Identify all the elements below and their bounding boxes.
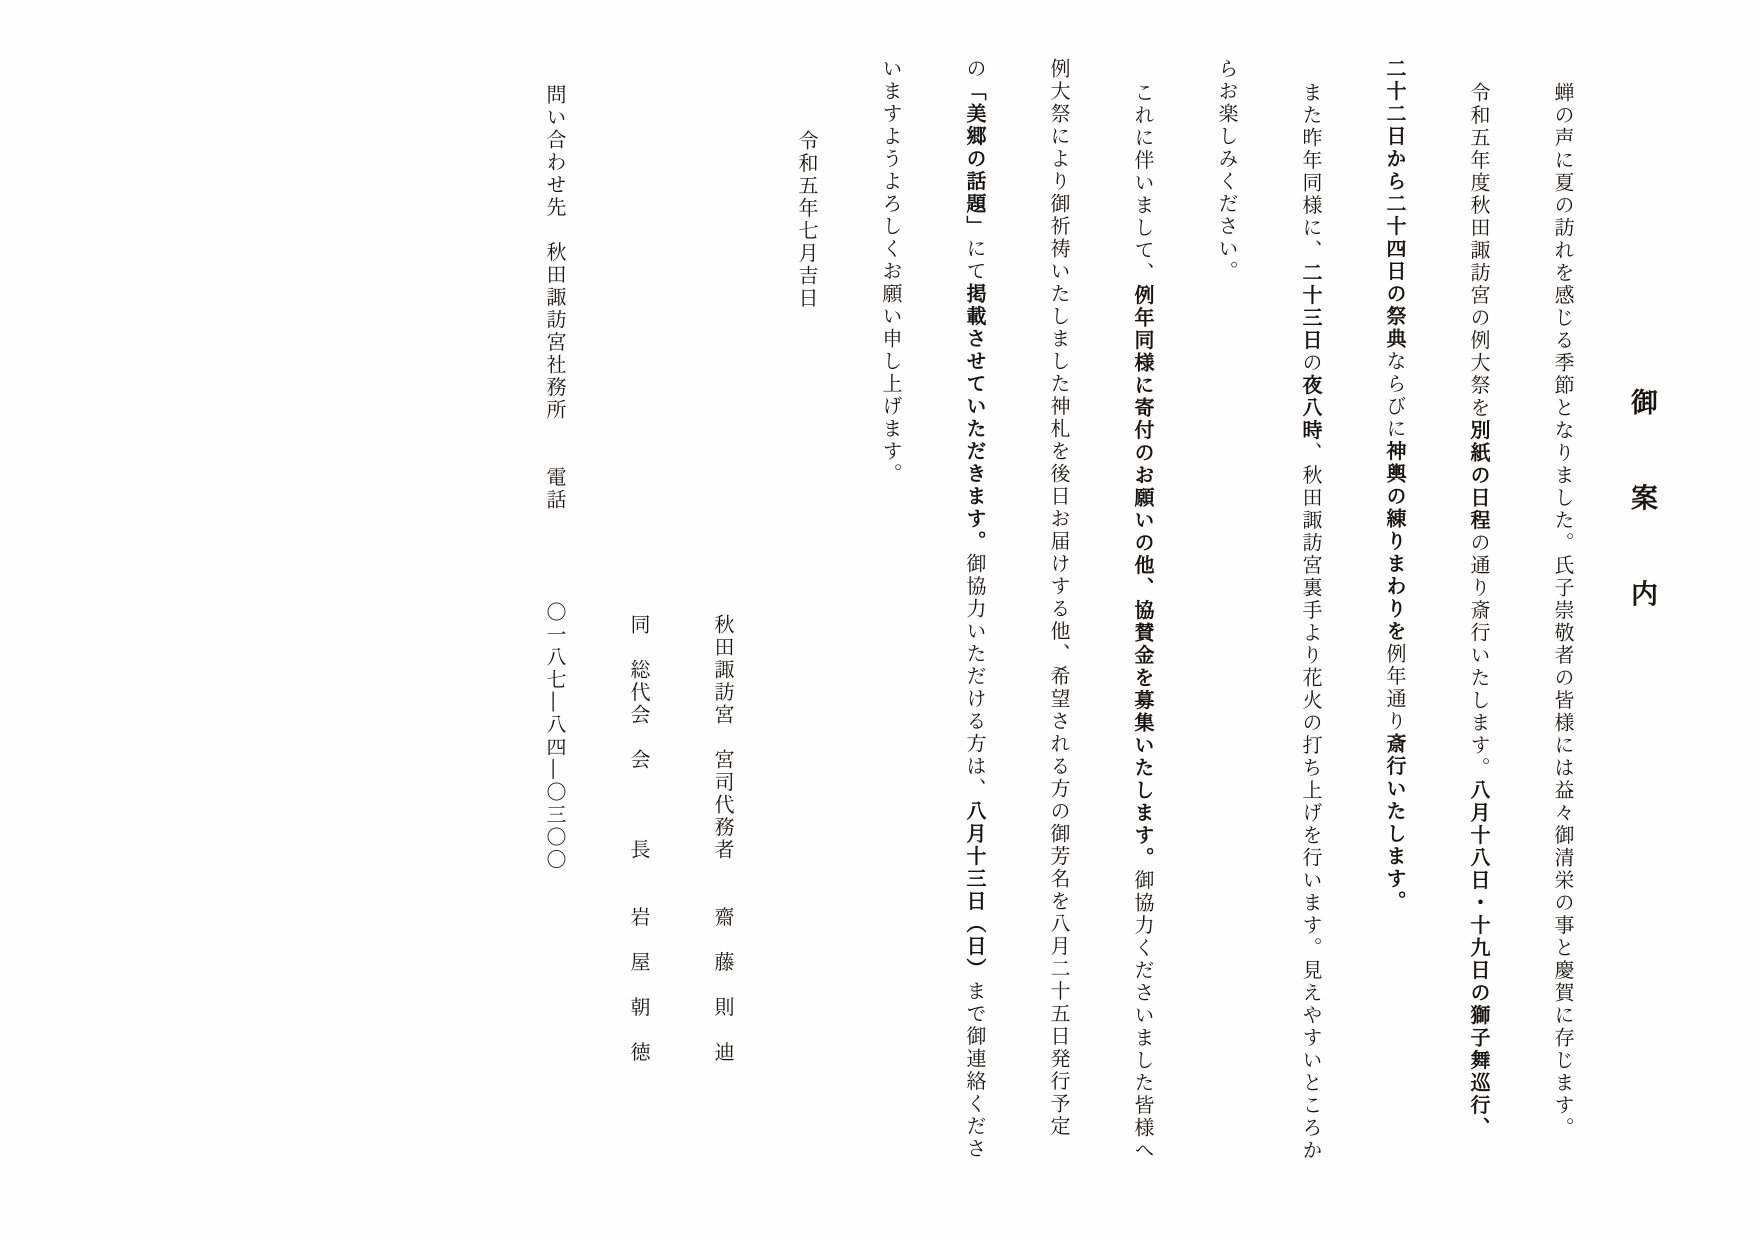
paragraph-donation-col4 xyxy=(849,58,933,1211)
paragraph-donation-col2 xyxy=(1017,58,1101,1211)
body-text: の xyxy=(1299,352,1323,375)
body-text: らお楽しみください。 xyxy=(1215,58,1239,283)
paragraph-fireworks-col2 xyxy=(1185,58,1269,1211)
body-text: 同 総代会 会 長 岩 屋 朝 徳 xyxy=(627,614,651,1064)
emphasized-text: 二十三日 xyxy=(1299,262,1323,352)
body-text: 令和五年七月吉日 xyxy=(795,130,819,310)
body-text: にて xyxy=(963,238,987,283)
body-text: の xyxy=(963,58,987,81)
body-text: 例大祭により御祈祷いたしました神札を後日お届けする他、希望される方の御芳名を八月二十五日発行予定 xyxy=(1047,58,1071,1138)
body-text: これに伴いまして、 xyxy=(1131,82,1155,285)
date-line xyxy=(765,58,849,1211)
paragraph-greeting xyxy=(1521,58,1605,1211)
paragraph-donation-col3 xyxy=(933,58,1017,1211)
body-text: 、秋田諏訪宮裏手より花火の打ち上げを行います。見えやすいところか xyxy=(1299,442,1323,1162)
emphasized-text: 八月十八日・十九日の獅子舞巡行、 xyxy=(1467,779,1491,1140)
body-text: 令和五年度秋田諏訪宮の例大祭を xyxy=(1467,82,1491,420)
body-text: 御協力いただける方は、 xyxy=(963,553,987,801)
contact-line xyxy=(513,58,597,1211)
paragraph-festival-announcement-col1 xyxy=(1437,58,1521,1211)
body-text: また昨年同様に、 xyxy=(1299,82,1323,262)
paragraph-donation-col1 xyxy=(1101,58,1185,1211)
signature-shrine-priest xyxy=(681,58,765,1211)
emphasized-text: 八月十三日（日） xyxy=(963,800,987,981)
document-title: 御案内 xyxy=(1626,388,1657,676)
body-text: の通り斎行いたします。 xyxy=(1467,532,1491,780)
body-text: いますようよろしくお願い申し上げます。 xyxy=(879,58,903,486)
body-text: 蝉の声に夏の訪れを感じる季節となりました。氏子崇敬者の皆様には益々御清栄の事と慶賀に存じます。 xyxy=(1551,82,1575,1140)
emphasized-text: 神輿の練りまわりを xyxy=(1383,440,1407,643)
body-text: 例年通り xyxy=(1383,643,1407,733)
paragraph-festival-announcement-col2 xyxy=(1353,58,1437,1211)
body-text: まで御連絡くださ xyxy=(963,980,987,1161)
signature-soudaikai-chairman xyxy=(597,58,681,1211)
body-text: 御協力くださいました皆様へ xyxy=(1131,869,1155,1162)
body-text: 問い合わせ先 秋田諏訪宮社務所 電話 〇一八七―八四―〇三〇〇 xyxy=(543,84,567,872)
emphasized-text: 「美郷の話題」 xyxy=(963,80,987,238)
paragraph-fireworks-col1 xyxy=(1269,58,1353,1211)
emphasized-text: 掲載させていただきます。 xyxy=(963,283,987,553)
emphasized-text: 斎行いたします。 xyxy=(1383,733,1407,913)
emphasized-text: 協賛金を募集いたします。 xyxy=(1131,599,1155,870)
emphasized-text: 夜八時 xyxy=(1299,374,1323,442)
body-text: 秋田諏訪宮 宮司代務者 齋 藤 則 迪 xyxy=(711,614,735,1064)
emphasized-text: 例年同様に寄付のお願いの他、 xyxy=(1131,284,1155,600)
emphasized-text: 二十二日から二十四日の祭典 xyxy=(1383,58,1407,351)
body-text: ならびに xyxy=(1383,350,1407,441)
emphasized-text: 別紙の日程 xyxy=(1467,419,1491,532)
